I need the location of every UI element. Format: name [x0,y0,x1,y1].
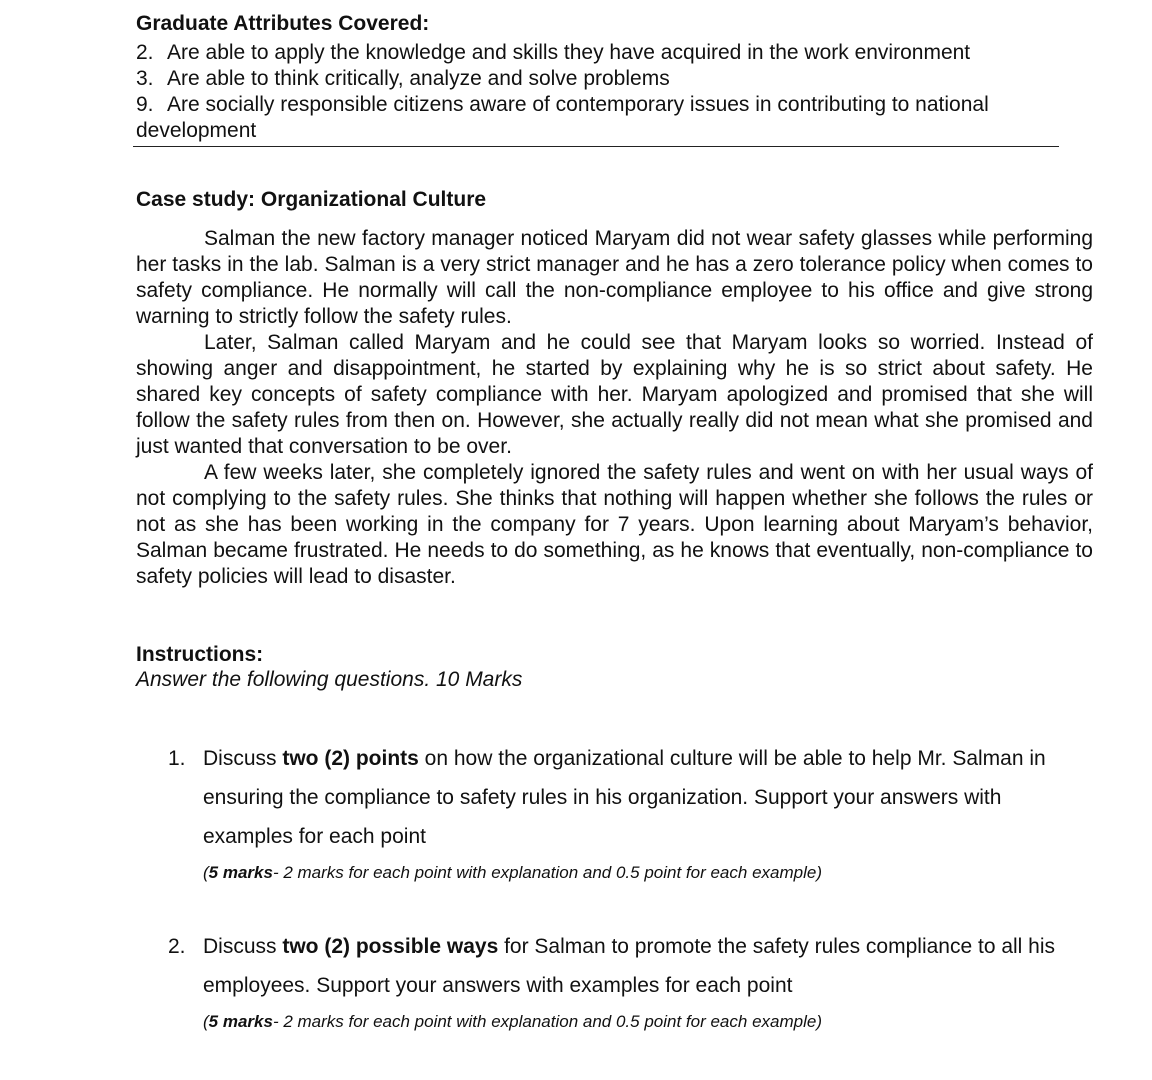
attribute-text: Are able to think critically, analyze and solve problems [167,67,670,90]
marks-open: ( [203,1012,209,1031]
question-emphasis: two (2) possible ways [282,935,499,958]
attribute-text: Are able to apply the knowledge and skills they have acquired in the work environment [167,41,971,64]
question-number: 2. [168,935,186,958]
section-divider [133,146,1059,147]
attribute-number: 2. [136,41,154,64]
marks-detail: - 2 marks for each point with explanation and 0.5 point for each example) [272,863,822,882]
attribute-number: 3. [136,67,154,90]
graduate-attributes-title: Graduate Attributes Covered: [136,12,430,35]
question-emphasis: two (2) points [282,747,419,770]
question-number: 1. [168,747,186,770]
question-marks [203,862,1094,884]
case-paragraph: Later, Salman called Maryam and he could see that Maryam looks so worried. Instead of showing anger and disappointment, he started by explaining why he is so strict about safety. He shared key concepts of safety compliance with her. Maryam apologized and promised that she will follow the safety rules from then on. However, she actually really did not mean what she promised and just wanted that conversation to be over. [136,331,1093,458]
question-text-rest: for Salman to promote the safety rules compliance to all his employees. Support your answers with examples for each point [203,935,1056,997]
case-study-title: Case study: Organizational Culture [136,188,487,211]
question-text-rest: on how the organizational culture will be able to help Mr. Salman in ensuring the compliance to safety rules in his organization. Support your answers with examples for each point [203,747,1046,848]
question-text [203,739,1094,856]
question-text-lead: Discuss [203,935,283,958]
graduate-attributes-list [136,40,1066,144]
case-paragraph: Salman the new factory manager noticed Maryam did not wear safety glasses while performing her tasks in the lab. Salman is a very strict manager and he has a zero tolerance policy when comes to safety compliance. He normally will call the non-compliance employee to his office and give strong warning to strictly follow the safety rules. [136,227,1093,328]
graduate-attribute-item [136,66,1066,92]
instructions-subtitle: Answer the following questions. 10 Marks [136,668,523,691]
graduate-attribute-item [136,92,1066,144]
question-marks [203,1011,1094,1033]
question-text-lead: Discuss [203,747,283,770]
question-text [203,927,1094,1005]
marks-open: ( [203,863,209,882]
case-paragraph: A few weeks later, she completely ignored the safety rules and went on with her usual ways of not complying to the safety rules. She thinks that nothing will happen whether she follows the rules or not as she has been working in the company for 7 years. Upon learning about Maryam’s behavior, Salman became frustrated. He needs to do something, as he knows that eventually, non-compliance to safety policies will lead to disaster. [136,461,1093,588]
instructions-title: Instructions: [136,643,264,666]
attribute-text: Are socially responsible citizens aware of contemporary issues in contributing to national development [136,93,989,142]
graduate-attribute-item [136,40,1066,66]
marks-detail: - 2 marks for each point with explanation and 0.5 point for each example) [272,1012,822,1031]
marks-bold: 5 marks [208,1012,273,1031]
attribute-number: 9. [136,93,154,116]
case-study-body [136,226,1093,590]
marks-bold: 5 marks [208,863,273,882]
